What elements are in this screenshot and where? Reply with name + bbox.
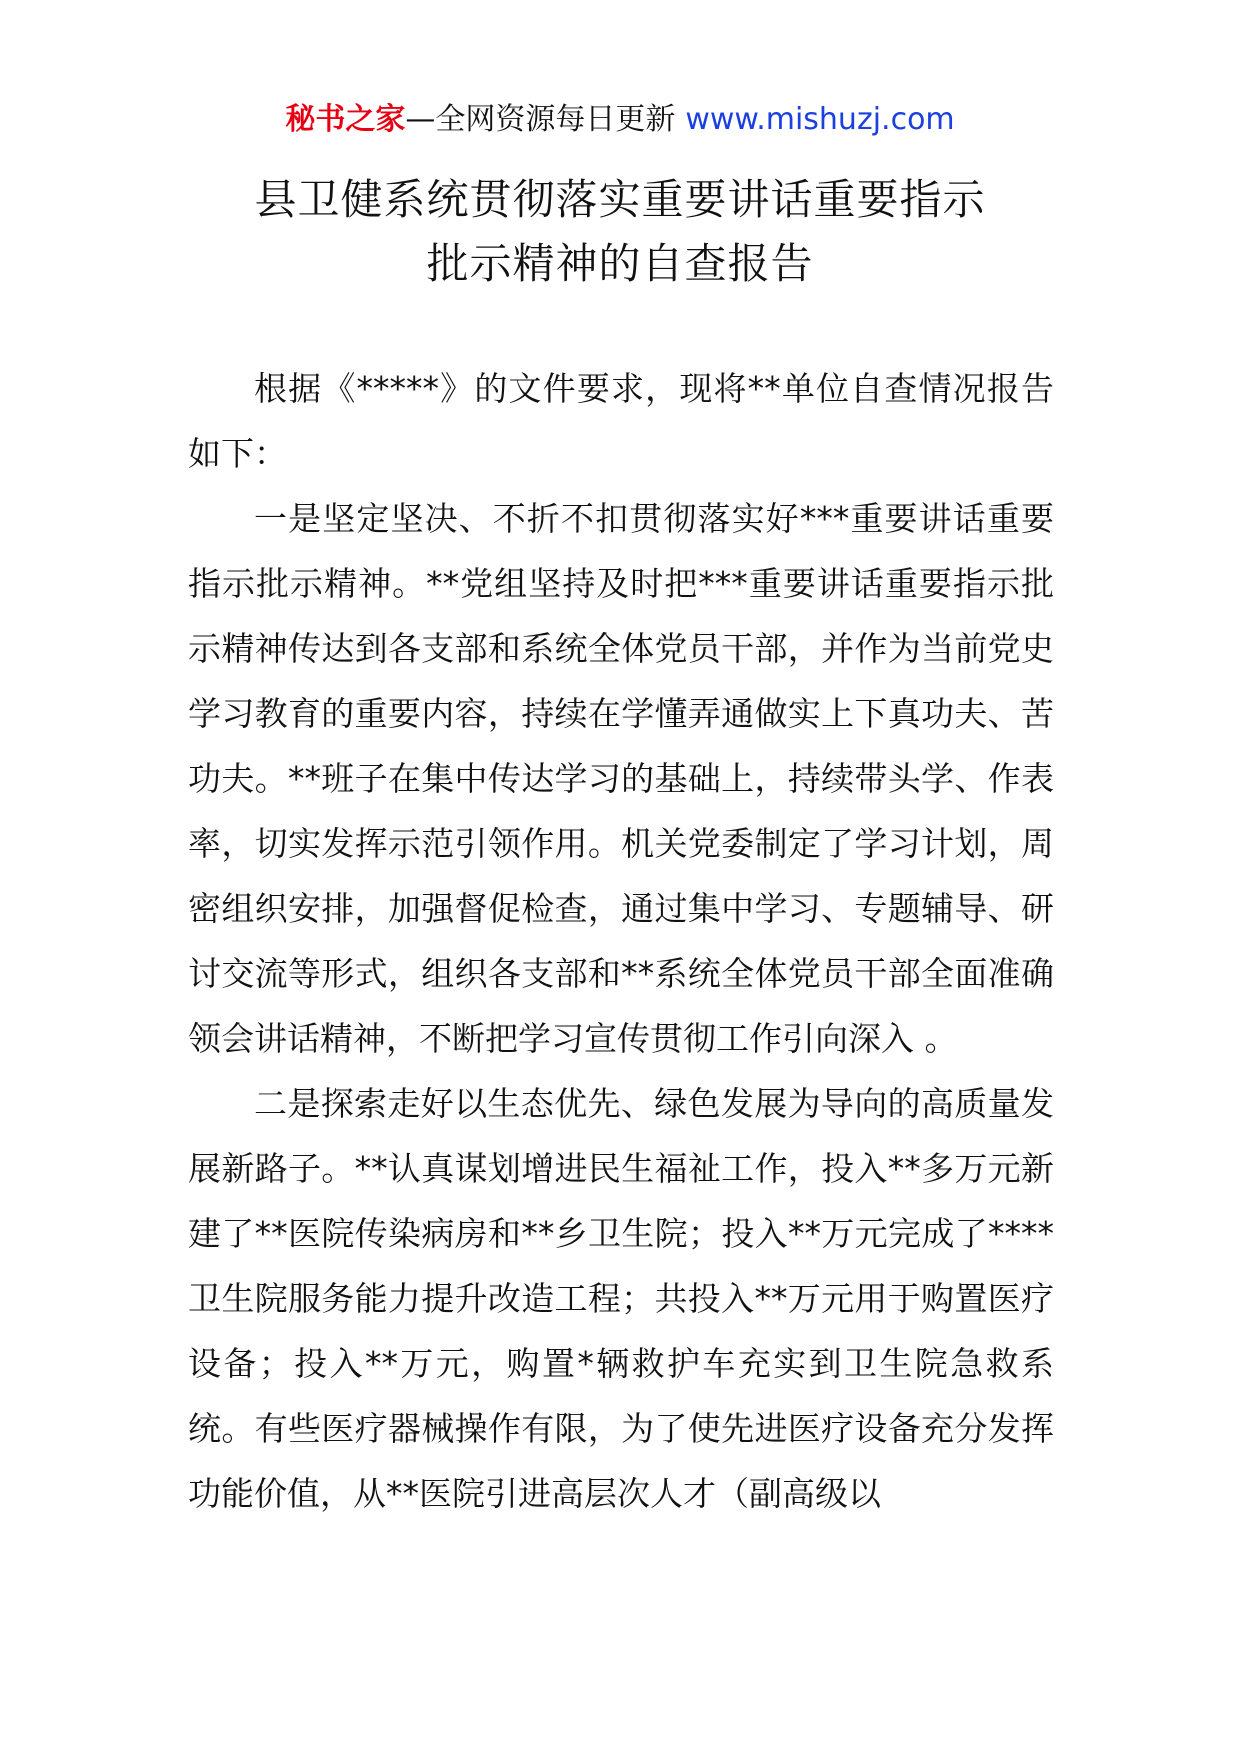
title-line-2: 批示精神的自查报告	[426, 239, 814, 288]
paragraph-intro: 根据《*****》的文件要求，现将**单位自查情况报告如下：	[188, 369, 1054, 473]
title-line-1: 县卫健系统贯彻落实重要讲话重要指示	[254, 175, 986, 224]
site-header	[0, 98, 1240, 142]
header-slogan: —全网资源每日更新	[405, 102, 676, 137]
document-title	[0, 168, 1240, 296]
brand-name: 秘书之家	[285, 102, 406, 137]
site-url-link[interactable]: www.mishuzj.com	[685, 102, 955, 137]
paragraph-point-one: 一是坚定坚决、不折不扣贯彻落实好***重要讲话重要指示批示精神。**党组坚持及时把***重要讲话重要指示批示精神传达到各支部和系统全体党员干部，并作为当前党史学习教育的重要内容，持续在学懂弄通做实上下真功夫、苦功夫。**班子在集中传达学习的基础上，持续带头学、作表率，切实发挥示范引领作用。机关党委制定了学习计划，周密组织安排，加强督促检查，通过集中学习、专题辅导、研讨交流等形式，组织各支部和**系统全体党员干部全面准确领会讲话精神，不断把学习宣传贯彻工作引向深入 。	[188, 499, 1054, 1058]
paragraph-point-two: 二是探索走好以生态优先、绿色发展为导向的高质量发展新路子。**认真谋划增进民生福祉工作，投入**多万元新建了**医院传染病房和**乡卫生院；投入**万元完成了****卫生院服务能力提升改造工程；共投入**万元用于购置医疗设备；投入**万元，购置*辆救护车充实到卫生院急救系统。有些医疗器械操作有限，为了使先进医疗设备充分发挥功能价值，从**医院引进高层次人才（副高级以	[188, 1084, 1054, 1513]
document-body	[188, 356, 1054, 1526]
